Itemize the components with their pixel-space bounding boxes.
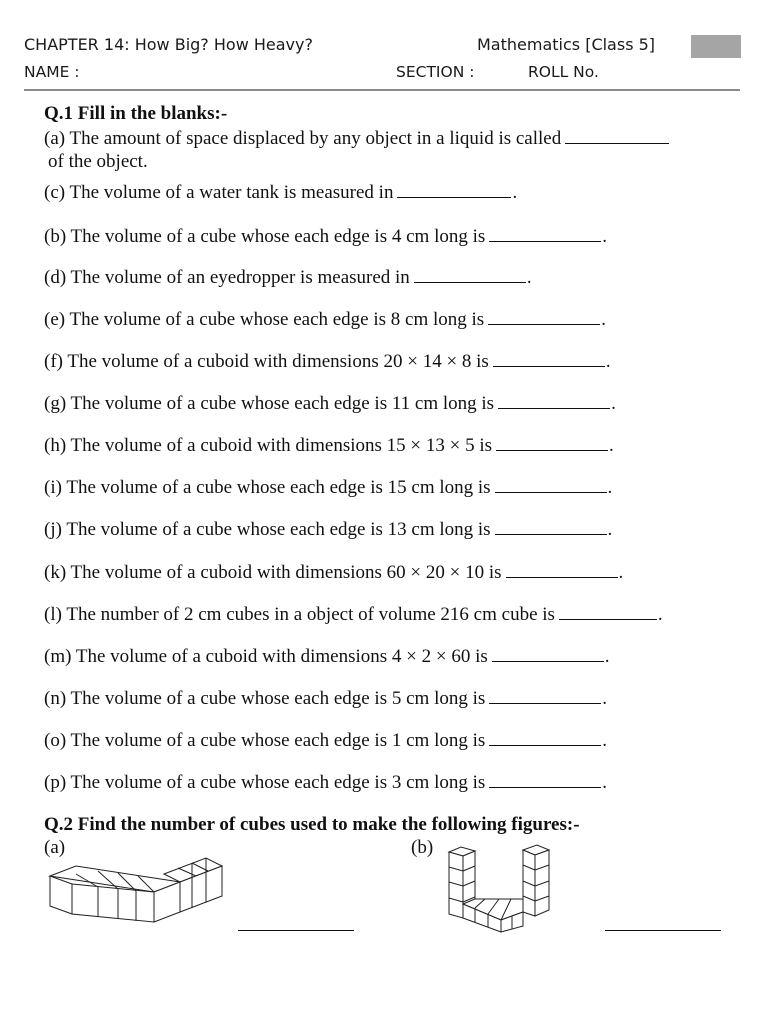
- question-b: (b) The volume of a cube whose each edge is 4 cm long is .: [44, 226, 608, 247]
- answer-blank: [498, 408, 610, 409]
- answer-blank: [559, 619, 657, 620]
- question-k: (k) The volume of a cuboid with dimensions 60 × 20 × 10 is .: [44, 562, 624, 583]
- question-text: (k) The volume of a cuboid with dimensions 60 × 20 × 10 is: [44, 562, 502, 583]
- answer-blank: [489, 241, 601, 242]
- question-g: (g) The volume of a cube whose each edge is 11 cm long is .: [44, 393, 616, 414]
- question-text: (l) The number of 2 cm cubes in a object of volume 216 cm cube is: [44, 604, 555, 625]
- question-text: (h) The volume of a cuboid with dimensions 15 × 13 × 5 is: [44, 435, 493, 456]
- question-l: (l) The number of 2 cm cubes in a object of volume 216 cm cube is .: [44, 604, 663, 625]
- answer-blank: [565, 143, 669, 144]
- question-j: (j) The volume of a cube whose each edge is 13 cm long is .: [44, 519, 613, 540]
- question-f: (f) The volume of a cuboid with dimensions 20 × 14 × 8 is .: [44, 351, 611, 372]
- question-i: (i) The volume of a cube whose each edge is 15 cm long is .: [44, 477, 613, 498]
- q1-heading: Q.1 Fill in the blanks:-: [44, 103, 228, 124]
- header-divider: [24, 89, 740, 91]
- answer-blank: [489, 745, 601, 746]
- subject-label: Mathematics [Class 5]: [477, 35, 656, 54]
- question-text: (a) The amount of space displaced by any object in a liquid is called: [44, 128, 562, 149]
- question-p: (p) The volume of a cube whose each edge is 3 cm long is .: [44, 772, 608, 793]
- cube-figure-a: [46, 852, 228, 932]
- answer-blank: [488, 324, 600, 325]
- answer-blank: [414, 282, 526, 283]
- cube-figure-b: [443, 842, 555, 934]
- figure-a-label: (a): [44, 837, 66, 858]
- answer-blank: [493, 366, 605, 367]
- question-a: [44, 128, 669, 150]
- answer-blank: [495, 492, 607, 493]
- section-label: SECTION :: [396, 63, 475, 81]
- question-n: (n) The volume of a cube whose each edge is 5 cm long is .: [44, 688, 608, 709]
- answer-line-a: [238, 930, 354, 931]
- question-text: (f) The volume of a cuboid with dimensions 20 × 14 × 8 is: [44, 351, 489, 372]
- q2-heading: Q.2 Find the number of cubes used to make the following figures:-: [44, 814, 580, 835]
- figure-b-label: (b): [411, 837, 434, 858]
- answer-blank: [489, 787, 601, 788]
- question-text: (i) The volume of a cube whose each edge is 15 cm long is: [44, 477, 491, 498]
- answer-blank: [506, 577, 618, 578]
- question-e: (e) The volume of a cube whose each edge is 8 cm long is .: [44, 309, 606, 330]
- name-label: NAME :: [24, 63, 80, 81]
- question-a-continuation: of the object.: [48, 151, 148, 172]
- question-text: (c) The volume of a water tank is measured in: [44, 182, 394, 203]
- roll-label: ROLL No.: [528, 63, 599, 81]
- question-text: (b) The volume of a cube whose each edge is 4 cm long is: [44, 226, 486, 247]
- question-m: (m) The volume of a cuboid with dimensions 4 × 2 × 60 is .: [44, 646, 610, 667]
- question-text: (d) The volume of an eyedropper is measured in: [44, 267, 410, 288]
- question-text: (n) The volume of a cube whose each edge is 5 cm long is: [44, 688, 486, 709]
- question-text: (e) The volume of a cube whose each edge is 8 cm long is: [44, 309, 485, 330]
- answer-line-b: [605, 930, 721, 931]
- chapter-title: CHAPTER 14: How Big? How Heavy?: [24, 35, 313, 54]
- question-text: (o) The volume of a cube whose each edge is 1 cm long is: [44, 730, 486, 751]
- answer-blank: [489, 703, 601, 704]
- question-text: (p) The volume of a cube whose each edge is 3 cm long is: [44, 772, 486, 793]
- question-c: (c) The volume of a water tank is measured in .: [44, 182, 518, 203]
- question-d: (d) The volume of an eyedropper is measured in .: [44, 267, 532, 288]
- header-grey-box: [691, 35, 741, 58]
- answer-blank: [492, 661, 604, 662]
- question-text: (g) The volume of a cube whose each edge is 11 cm long is: [44, 393, 495, 414]
- answer-blank: [495, 534, 607, 535]
- question-text: (m) The volume of a cuboid with dimensions 4 × 2 × 60 is: [44, 646, 488, 667]
- question-text: (j) The volume of a cube whose each edge is 13 cm long is: [44, 519, 491, 540]
- question-h: (h) The volume of a cuboid with dimensions 15 × 13 × 5 is .: [44, 435, 614, 456]
- answer-blank: [496, 450, 608, 451]
- answer-blank: [397, 197, 511, 198]
- question-o: (o) The volume of a cube whose each edge is 1 cm long is .: [44, 730, 608, 751]
